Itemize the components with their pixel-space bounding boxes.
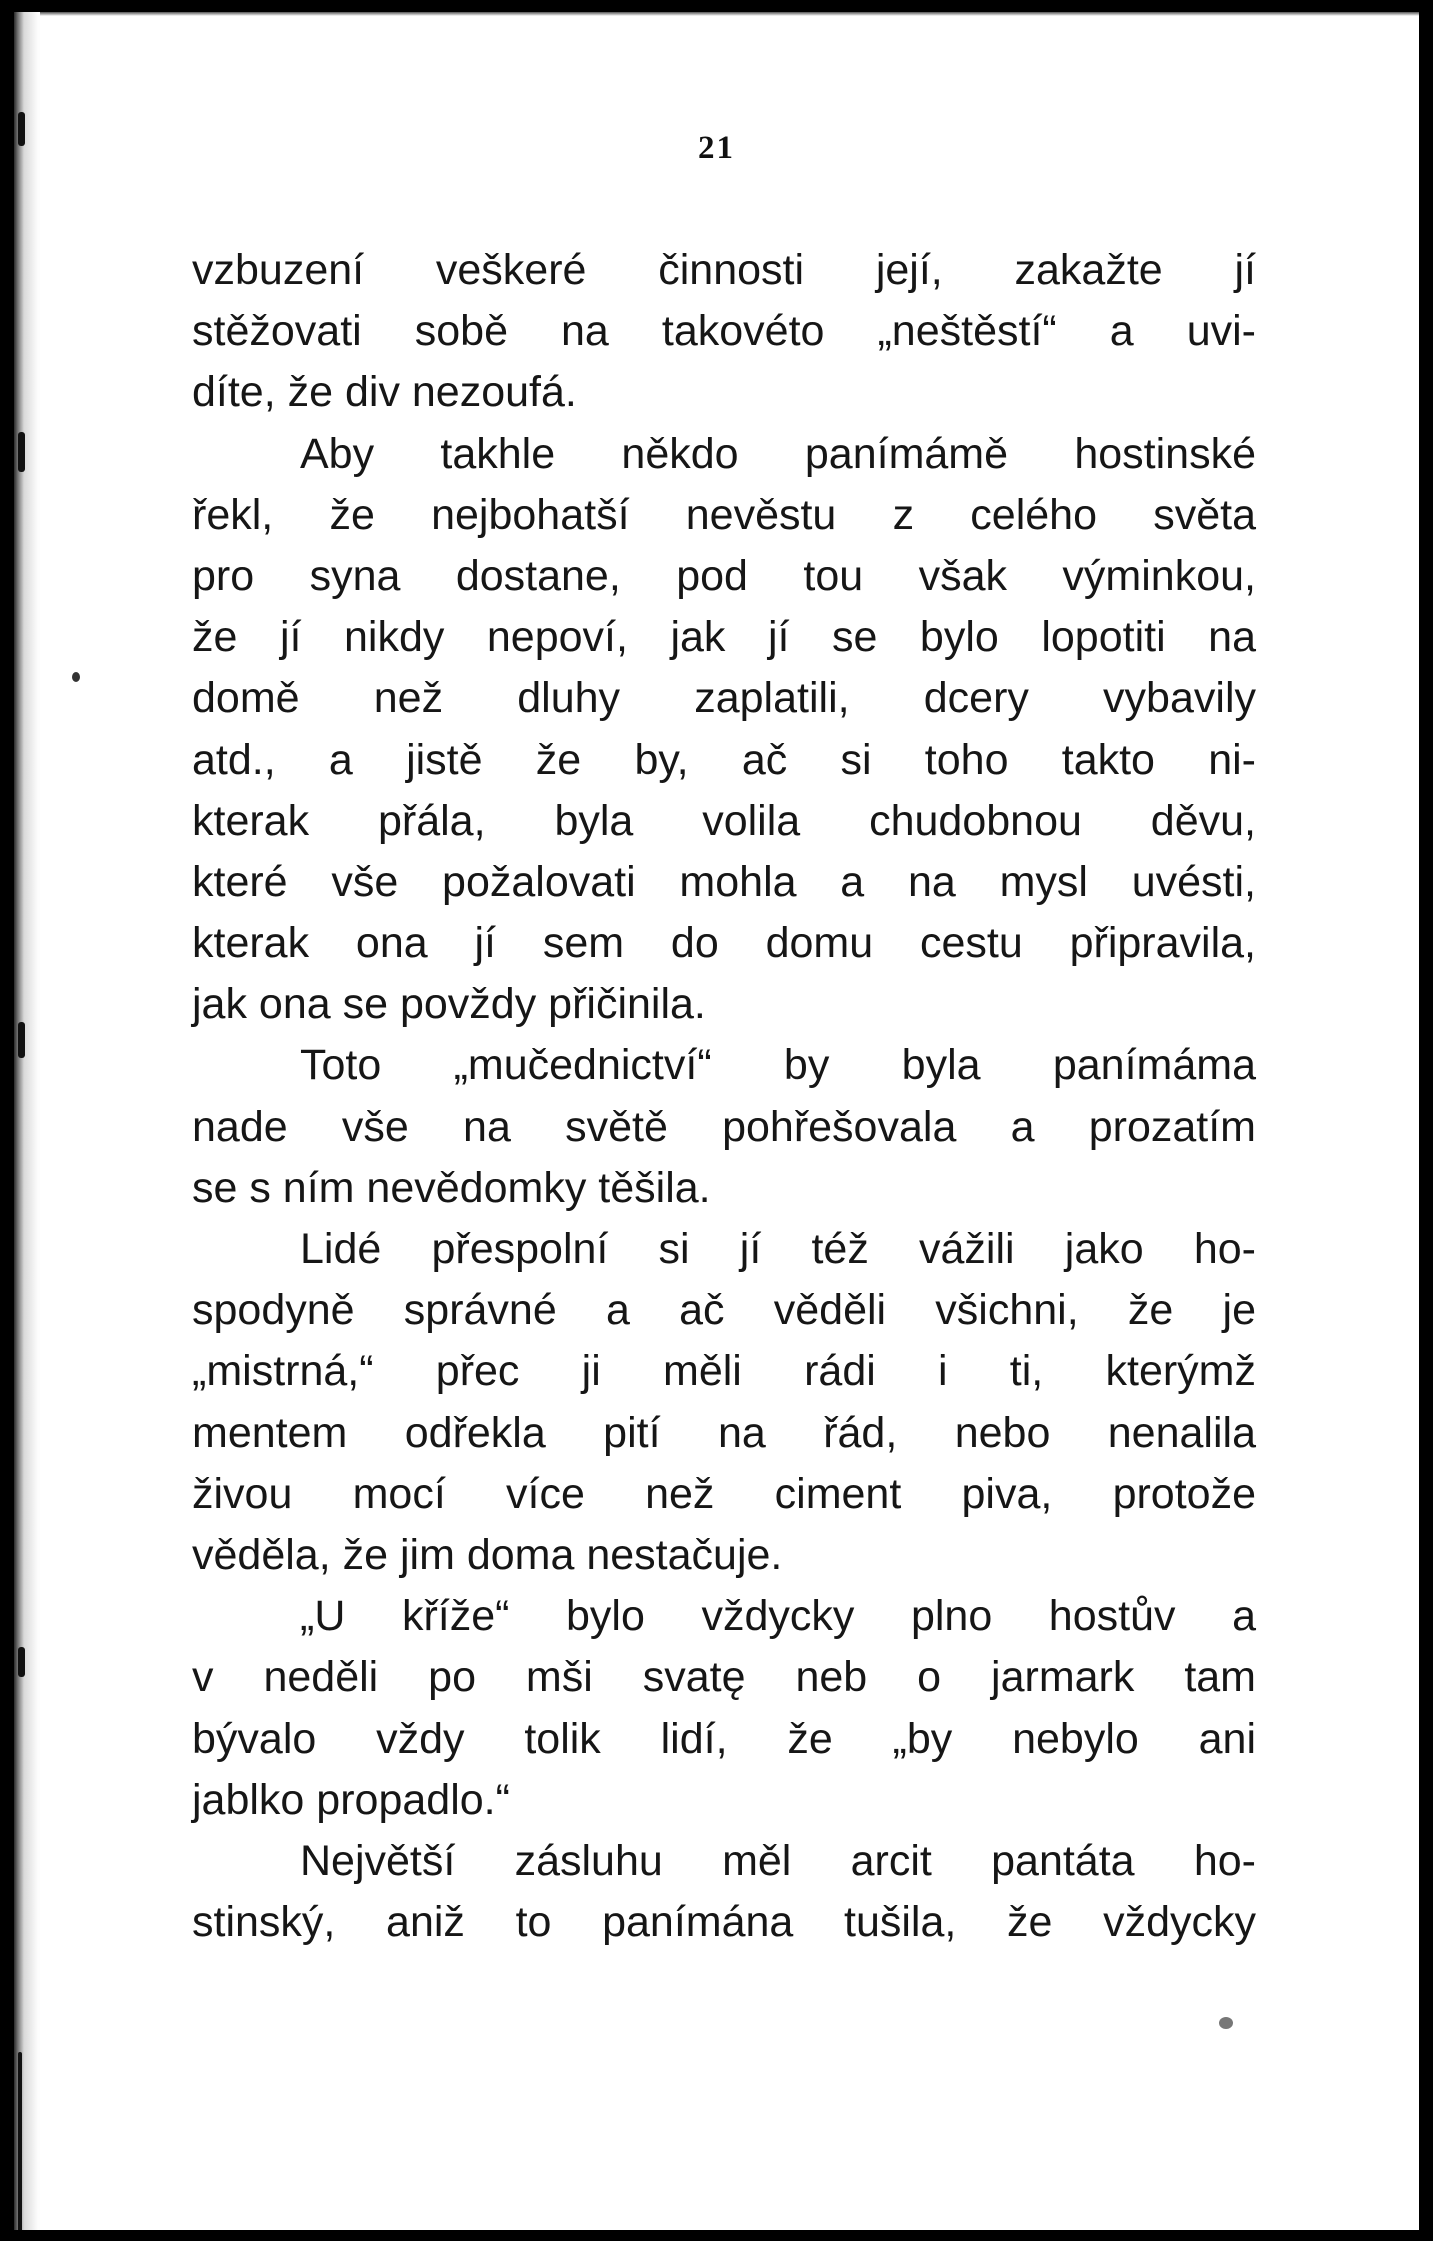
binding-shadow <box>14 12 40 2230</box>
binding-mark <box>18 1647 25 1677</box>
text-line: Lidé přespolní si jí též vážili jako ho- <box>300 1225 1256 1273</box>
text-line: mentem odřekla pití na řád, nebo nenalila <box>192 1408 1256 1457</box>
text-line: bývalo vždy tolik lidí, že „by nebylo ani <box>192 1714 1256 1763</box>
text-line: „U kříže“ bylo vždycky plno hostův a <box>300 1592 1256 1641</box>
text-line: živou mocí více než ciment piva, protože <box>192 1469 1256 1518</box>
page-top-edge <box>40 12 1419 16</box>
text-line: „mistrná,“ přec ji měli rádi i ti, kterýmž <box>192 1347 1256 1396</box>
text-line: se s ním nevědomky těšila. <box>192 1163 711 1212</box>
text-line: díte, že div nezoufá. <box>192 368 577 417</box>
text-line: nade vše na světě pohřešovala a prozatím <box>192 1102 1256 1151</box>
print-speck <box>72 672 80 682</box>
text-line: kterak ona jí sem do domu cestu připravila, <box>192 919 1256 968</box>
text-line: atd., a jistě že by, ač si toho takto ni- <box>192 735 1256 784</box>
text-line: jablko propadlo.“ <box>192 1775 510 1824</box>
text-line: Největší zásluhu měl arcit pantáta ho- <box>300 1836 1256 1885</box>
text-line: stinský, aniž to panímána tušila, že vždycky <box>192 1898 1256 1947</box>
text-line: stěžovati sobě na takovéto „neštěstí“ a uvi- <box>192 307 1256 356</box>
text-line: spodyně správné a ač věděli všichni, že je <box>192 1286 1256 1335</box>
text-line: které vše požalovati mohla a na mysl uvésti, <box>192 857 1256 906</box>
binding-mark <box>18 432 25 472</box>
text-line: Toto „mučednictví“ by byla panímáma <box>300 1041 1256 1090</box>
text-line: řekl, že nejbohatší nevěstu z celého světa <box>192 490 1256 539</box>
text-line: vzbuzení veškeré činnosti její, zakažte jí <box>192 246 1256 294</box>
text-line: věděla, že jim doma nestačuje. <box>192 1530 783 1579</box>
book-page <box>14 12 1419 2230</box>
text-line: kterak přála, byla volila chudobnou děvu, <box>192 796 1256 845</box>
page-number: 21 <box>698 130 735 166</box>
text-line: Aby takhle někdo panímámě hostinské <box>300 429 1256 478</box>
text-line: domě než dluhy zaplatili, dcery vybavily <box>192 674 1256 723</box>
text-line: jak ona se povždy přičinila. <box>192 980 706 1029</box>
binding-mark <box>18 1022 25 1058</box>
print-speck <box>1219 2017 1233 2029</box>
text-line: pro syna dostane, pod tou však výminkou, <box>192 551 1256 600</box>
text-line: v neděli po mši svatę neb o jarmark tam <box>192 1653 1256 1702</box>
text-line: že jí nikdy nepoví, jak jí se bylo lopotiti na <box>192 613 1256 662</box>
binding-mark <box>18 2052 22 2230</box>
body-text <box>192 240 1256 1953</box>
